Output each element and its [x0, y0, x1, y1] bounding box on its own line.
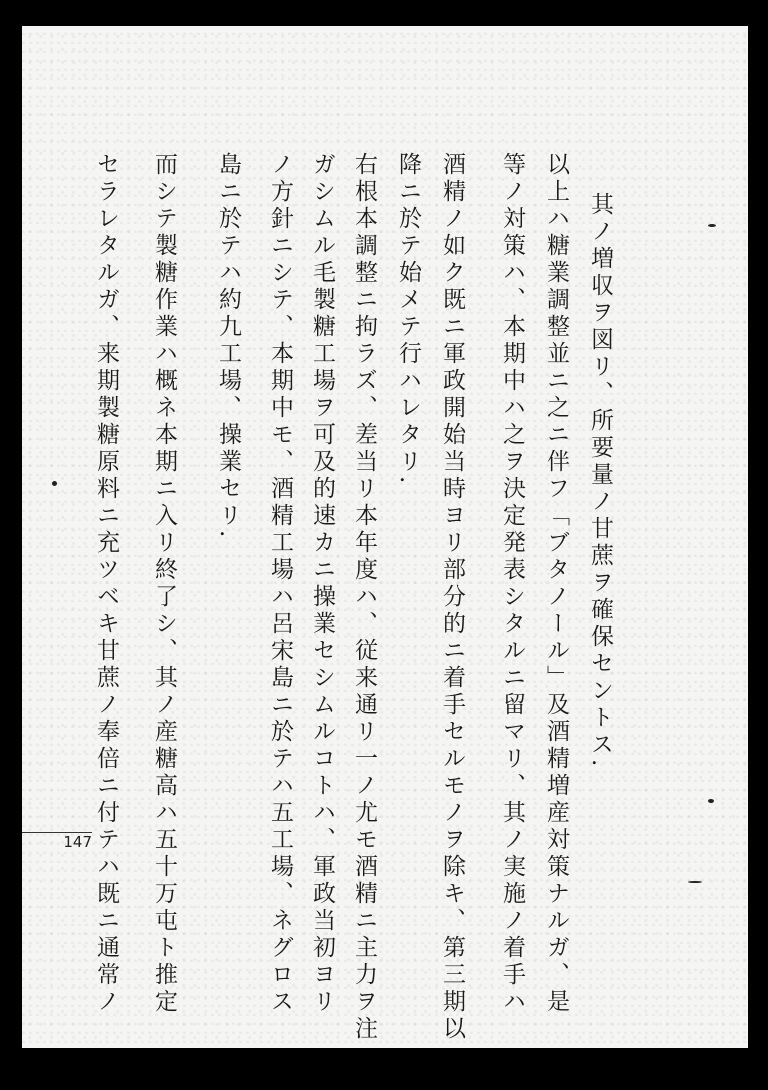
scan-speck: [688, 881, 702, 883]
text-column-2: 以上ハ糖業調整並ニ之ニ伴フ「ブタノール」及酒精増産対策ナルガ、是: [543, 152, 569, 1016]
text-column-1: 其ノ増収ヲ図リ、所要量ノ甘蔗ヲ確保セントス.: [587, 192, 613, 771]
text-column-8: ノ方針ニシテ、本期中モ、酒精工場ハ呂宋島ニ於テハ五工場、ネグロス: [267, 152, 293, 1016]
scan-speck: [708, 224, 716, 227]
scan-speck: [708, 799, 714, 803]
text-column-5: 降ニ於テ始メテ行ハレタリ.: [395, 152, 421, 488]
text-column-9: 島ニ於テハ約九工場、操業セリ.: [215, 152, 241, 542]
text-column-6: 右根本調整ニ拘ラズ、差当リ本年度ハ、従来通リ一ノ尤モ酒精ニ主力ヲ注: [351, 152, 377, 1043]
text-column-7: ガシムル毛製糖工場ヲ可及的速カニ操業セシムルコトハ、軍政当初ヨリ: [309, 152, 335, 1016]
text-column-10: 而シテ製糖作業ハ概ネ本期ニ入リ終了シ、其ノ産糖高ハ五十万屯ト推定: [151, 152, 177, 1016]
text-column-11: セラレタルガ、来期製糖原料ニ充ツベキ甘蔗ノ奉倍ニ付テハ既ニ通常ノ: [93, 152, 119, 1016]
document-page: [22, 26, 748, 1048]
text-column-4: 酒精ノ如ク既ニ軍政開始当時ヨリ部分的ニ着手セルモノヲ除キ、第三期以: [439, 152, 465, 1043]
text-column-3: 等ノ対策ハ、本期中ハ之ヲ決定発表シタルニ留マリ、其ノ実施ノ着手ハ: [499, 152, 525, 1016]
page-number: 147: [22, 832, 92, 851]
scan-speck: [52, 481, 57, 486]
